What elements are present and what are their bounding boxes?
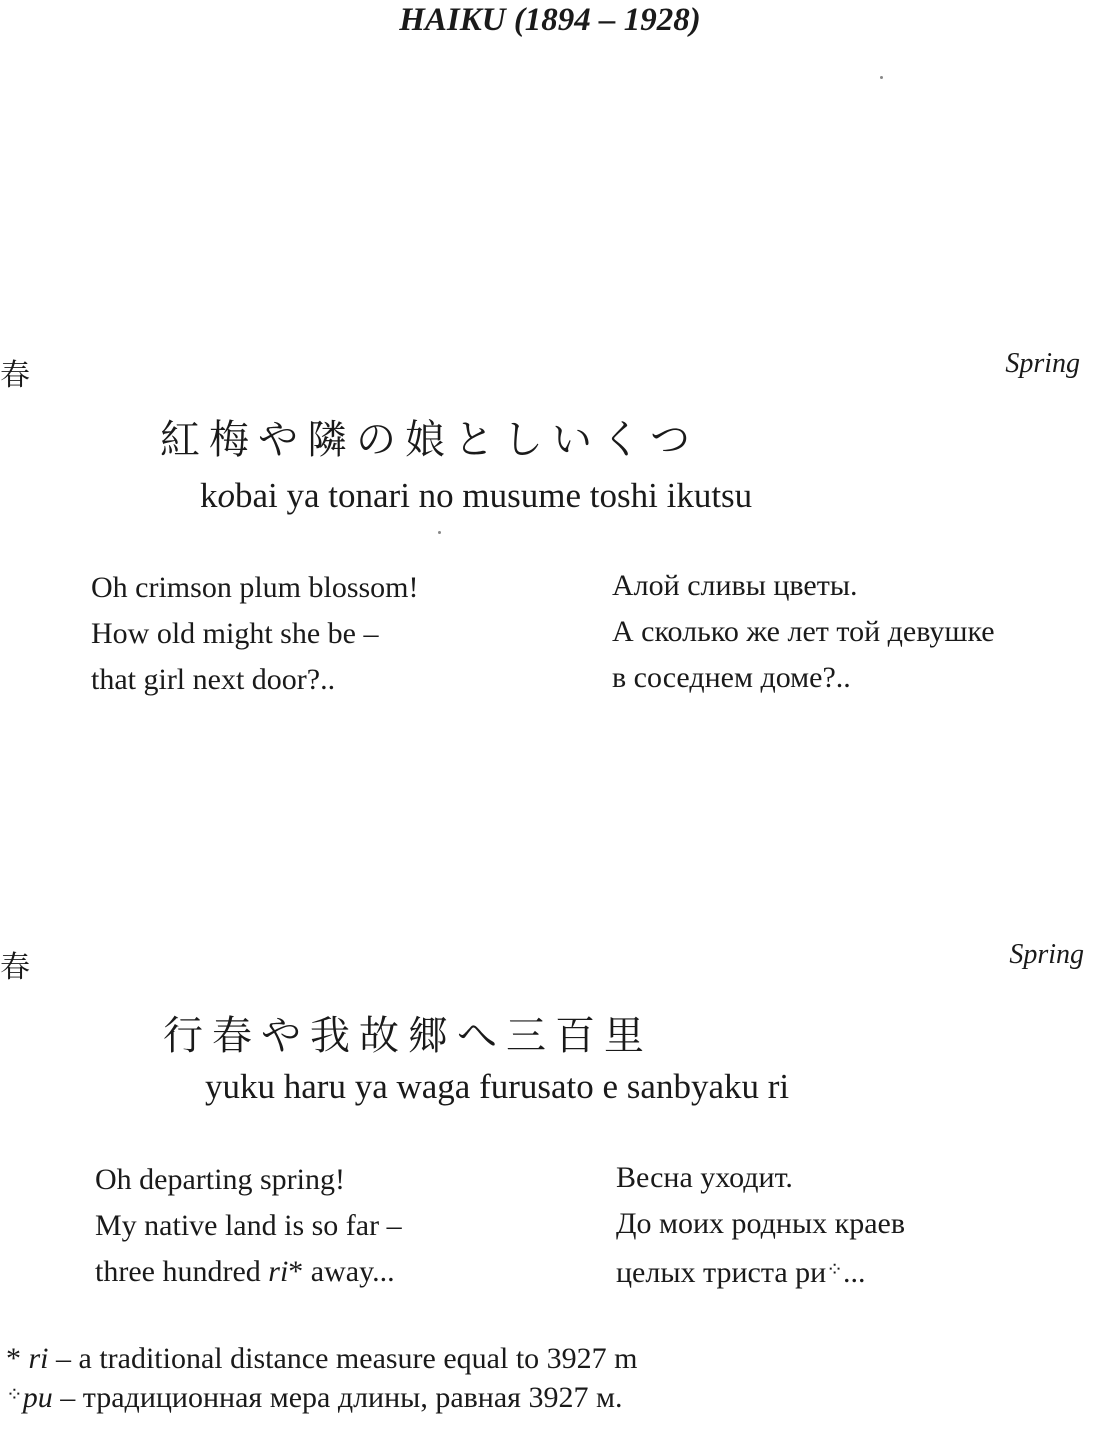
verse-line: целых триста ри⁘... (616, 1256, 866, 1289)
footnote-ri-english: * ri – a traditional distance measure equal to 3927 m (6, 1342, 638, 1375)
verse-line: three hundred ri* away... (95, 1255, 395, 1288)
japanese-text: 紅梅や隣の娘としいくつ (160, 417, 699, 463)
russian-translation (616, 1155, 905, 1296)
romaji-text: kobai ya tonari no musume toshi ikutsu (200, 476, 753, 515)
season-label: Spring (1005, 348, 1080, 379)
verse-line: Oh departing spring! (95, 1163, 345, 1196)
season-kanji: 春 (0, 358, 30, 393)
english-translation (91, 565, 419, 703)
verse-line: My native land is so far – (95, 1209, 402, 1242)
english-translation (95, 1157, 402, 1295)
verse-line: How old might she be – (91, 617, 379, 650)
verse-line: Oh crimson plum blossom! (91, 571, 419, 604)
season-label: Spring (1009, 939, 1084, 970)
verse-line: Алой сливы цветы. (612, 569, 858, 602)
season-kanji: 春 (0, 950, 30, 985)
verse-line: А сколько же лет той девушке (612, 615, 995, 648)
scan-speck (438, 531, 441, 534)
verse-line: До моих родных краев (616, 1207, 905, 1240)
page-title: HAIKU (1894 – 1928) (399, 2, 701, 38)
scan-speck (880, 76, 883, 79)
verse-line: Весна уходит. (616, 1161, 793, 1194)
footnote-ri-russian: ⁘ри – традиционная мера длины, равная 3927 м. (6, 1381, 623, 1414)
verse-line: that girl next door?.. (91, 663, 336, 696)
russian-translation (612, 563, 995, 701)
japanese-text: 行春や我故郷へ三百里 (163, 1013, 653, 1059)
romaji-text: yuku haru ya waga furusato e sanbyaku ri (205, 1067, 790, 1106)
verse-line: в соседнем доме?.. (612, 661, 851, 694)
